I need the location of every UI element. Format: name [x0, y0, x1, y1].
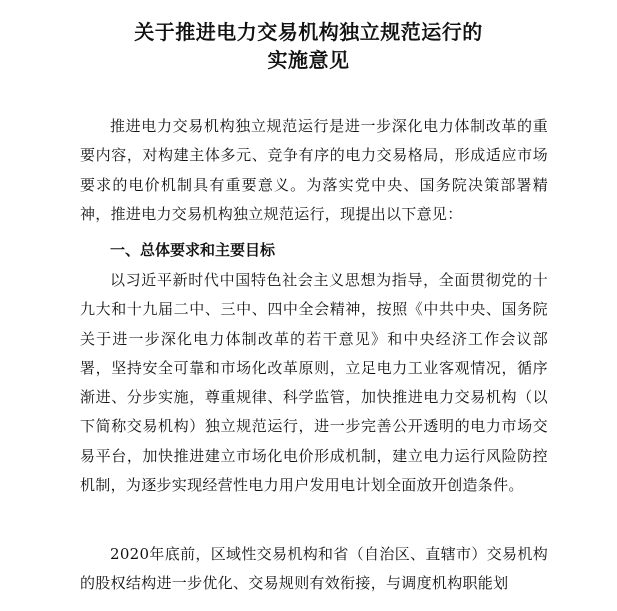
intro-paragraph: 推进电力交易机构独立规范运行是进一步深化电力体制改革的重要内容，对构建主体多元、竞争有序的电力交易格局，形成适应市场要求的电价机制具有重要意义。为落实党中央、国务院决策部署精神，推进电力交易机构独立规范运行，现提出以下意见：: [80, 117, 548, 223]
document-title-line-2: 实施意见: [267, 48, 350, 72]
section-heading-1: 一、总体要求和主要目标: [110, 241, 276, 259]
section-1-paragraph: 以习近平新时代中国特色社会主义思想为指导，全面贯彻党的十九大和十九届二中、三中、四中全会精神，按照《中共中央、国务院关于进一步深化电力体制改革的若干意见》和中央经济工作会议部署，坚持安全可靠和市场化改革原则，立足电力工业客观情况，循序渐进、分步实施，尊重规律、科学监管，加快推进电力交易机构（以下简称交易机构）独立规范运行，进一步完善公开透明的电力市场交易平台，加快推进建立市场化电价形成机制，建立电力运行风险防控机制，为逐步实现经营性电力用户发用电计划全面放开创造条件。: [80, 271, 548, 495]
document-title-line-1: 关于推进电力交易机构独立规范运行的: [134, 20, 483, 44]
section-1-paragraph-2: 2020年底前，区域性交易机构和省（自治区、直辖市）交易机构的股权结构进一步优化、交易规则有效衔接，与调度机构职能划: [80, 545, 548, 593]
